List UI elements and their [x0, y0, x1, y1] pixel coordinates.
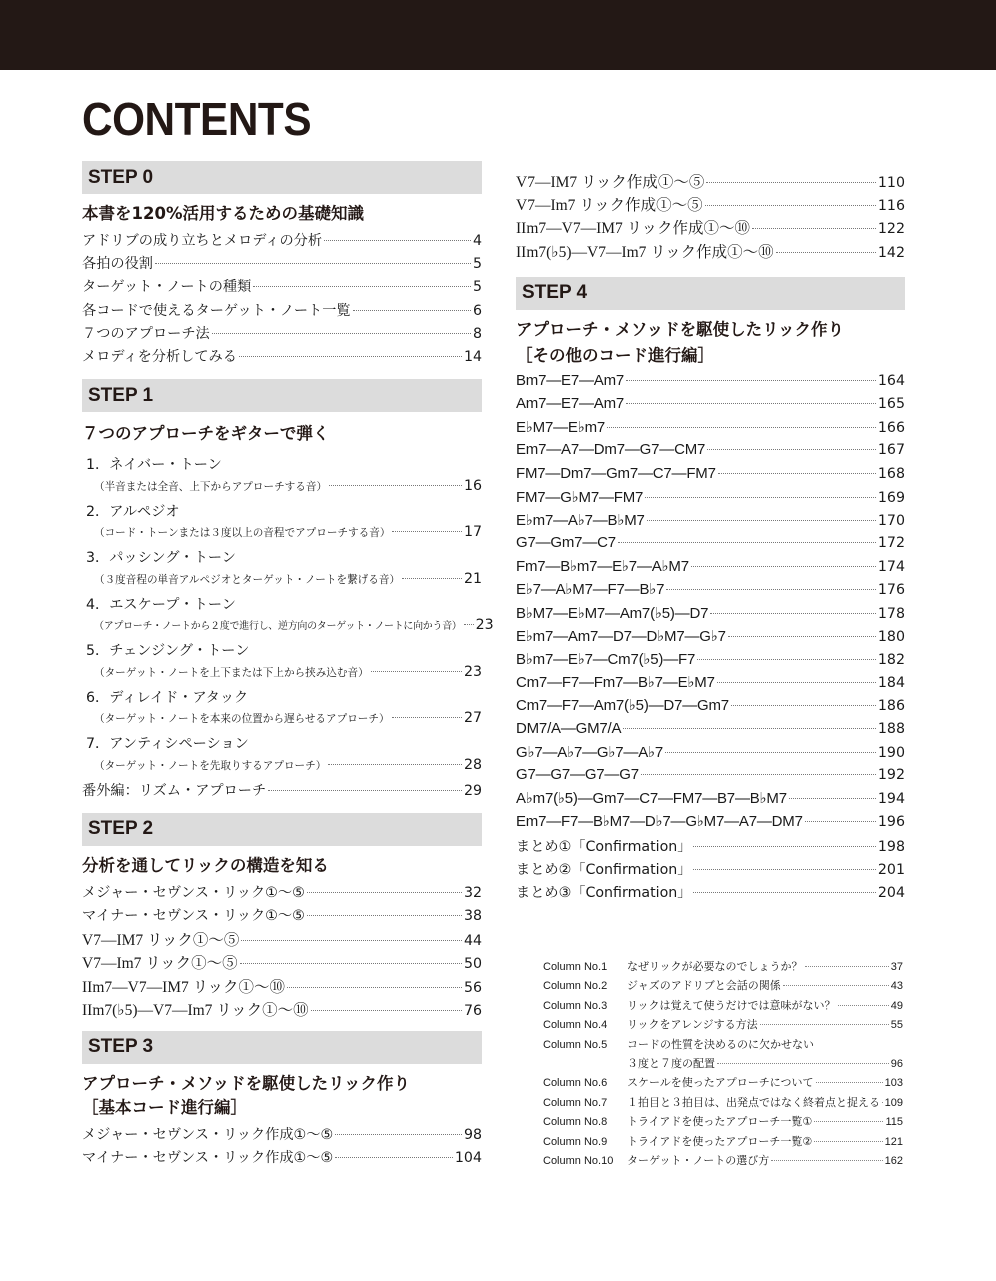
toc-entry-page: 5	[472, 279, 482, 296]
toc-entry-label: 3．パッシング・トーン	[86, 550, 236, 567]
column-entry[interactable]	[543, 977, 903, 996]
leader-dots	[645, 497, 876, 498]
toc-entry-heading[interactable]	[82, 640, 482, 664]
leader-dots	[783, 985, 889, 986]
toc-entry-label: B♭m7—E♭7—Cm7(♭5)—F7	[516, 651, 696, 668]
column-number: Column No.2	[543, 980, 608, 993]
step3-section-subtitle: ［基本コード進行編］	[82, 1097, 247, 1117]
toc-entry-label: V7—Im7 リック①〜⑤	[82, 955, 238, 973]
toc-entry[interactable]	[82, 905, 482, 928]
toc-entry-page: 167	[877, 442, 905, 459]
toc-entry[interactable]	[82, 928, 482, 951]
toc-entry-page: 184	[877, 675, 905, 692]
toc-entry-page: 14	[463, 348, 482, 365]
toc-entry-page: 110	[877, 175, 905, 191]
toc-entry-label: （アプローチ・ノートから２度で進行し、逆方向のターゲット・ノートに向かう音）	[94, 621, 462, 633]
toc-entry-label: G♭7—A♭7—G♭7—A♭7	[516, 743, 664, 761]
toc-entry[interactable]	[82, 617, 494, 640]
toc-entry-label: IIm7—V7—IM7 リック作成①〜⑩	[516, 220, 751, 238]
leader-dots	[814, 1141, 882, 1142]
column-number: Column No.8	[543, 1116, 608, 1129]
toc-entry-page: 6	[472, 302, 482, 319]
leader-dots	[307, 915, 462, 916]
toc-entry-label: 6．ディレイド・アタック	[86, 689, 249, 706]
toc-entry[interactable]	[82, 1147, 482, 1170]
leader-dots	[392, 531, 462, 532]
toc-entry[interactable]	[82, 882, 482, 905]
left-column	[82, 161, 494, 1170]
leader-dots	[402, 578, 462, 579]
column-entry[interactable]	[543, 997, 903, 1016]
toc-entry[interactable]	[516, 372, 905, 395]
toc-entry-heading[interactable]	[82, 733, 482, 757]
toc-entry-page: 166	[877, 420, 905, 437]
step4-section-title: アプローチ・メソッドを駆使したリック作り	[516, 319, 845, 339]
column-title: スケールを使ったアプローチについて	[627, 1076, 814, 1090]
toc-entry-label: （ターゲット・ノートを上下または下上から挟み込む音）	[94, 666, 369, 679]
step0-header: STEP 0	[82, 161, 482, 194]
column-page: 49	[890, 999, 903, 1012]
toc-entry-label: メジャー・セヴンス・リック①〜⑤	[82, 884, 305, 901]
leader-dots	[710, 613, 876, 614]
toc-entry-page: 38	[463, 908, 482, 924]
leader-dots	[212, 333, 471, 334]
toc-entry-page: 21	[463, 570, 482, 587]
toc-entry[interactable]	[516, 882, 905, 905]
step0-list	[82, 230, 482, 369]
toc-entry-page: 23	[475, 617, 494, 634]
toc-entry-page: 50	[463, 956, 482, 973]
toc-entry[interactable]	[516, 580, 905, 603]
toc-entry[interactable]	[516, 627, 905, 650]
leader-dots	[353, 310, 471, 311]
leader-dots	[771, 1160, 882, 1161]
column-title: リックをアレンジする方法	[627, 1018, 758, 1032]
toc-entry-page: 186	[877, 698, 905, 715]
column-number: Column No.7	[543, 1096, 608, 1109]
toc-entry-page: 28	[463, 756, 482, 773]
leader-dots	[805, 966, 889, 967]
toc-entry[interactable]	[82, 757, 482, 780]
toc-entry-label: 1．ネイバー・トーン	[86, 457, 222, 474]
toc-entry-label: G7—Gm7—C7	[516, 534, 616, 552]
toc-entry-page: 201	[877, 861, 905, 878]
toc-entry-label: E♭m7—A♭7—B♭M7	[516, 511, 645, 529]
toc-entry-label: ターゲット・ノートの種類	[82, 279, 252, 296]
toc-entry-page: 29	[463, 782, 482, 799]
step3-header: STEP 3	[82, 1031, 482, 1064]
toc-entry-page: 190	[877, 744, 905, 761]
leader-dots	[693, 846, 875, 847]
toc-entry[interactable]	[516, 395, 905, 418]
column-entry[interactable]	[543, 1016, 903, 1035]
toc-entry[interactable]	[516, 720, 905, 743]
toc-entry[interactable]	[516, 696, 905, 719]
toc-entry-label: Cm7—F7—Am7(♭5)—D7—Gm7	[516, 697, 729, 715]
toc-entry[interactable]	[516, 441, 905, 464]
step4-list	[516, 372, 905, 905]
toc-entry-label: 番外編：リズム・アプローチ	[82, 782, 267, 799]
toc-entry-label: V7—IM7 リック①〜⑤	[82, 932, 240, 950]
step4-section-subtitle: ［その他のコード進行編］	[516, 345, 714, 365]
step4-header: STEP 4	[516, 277, 905, 310]
leader-dots	[239, 356, 462, 357]
toc-entry-label: （半音または全音、上下からアプローチする音）	[94, 480, 328, 493]
column-page: 109	[884, 1096, 903, 1109]
toc-entry[interactable]	[82, 524, 482, 547]
toc-entry-page: 178	[877, 605, 905, 622]
leader-dots	[328, 764, 462, 765]
leader-dots	[641, 774, 876, 775]
toc-entry[interactable]	[516, 604, 905, 627]
column-list	[543, 958, 903, 1171]
toc-entry-heading[interactable]	[82, 454, 482, 478]
column-entry[interactable]	[543, 1133, 903, 1152]
column-title: なぜリックが必要なのでしょうか？	[627, 960, 803, 973]
leader-dots	[335, 1134, 462, 1135]
column-page: 162	[884, 1154, 903, 1167]
leader-dots	[776, 252, 876, 253]
toc-entry-label: B♭M7—E♭M7—Am7(♭5)—D7	[516, 604, 709, 622]
leader-dots	[707, 449, 876, 450]
toc-entry-label: Em7—A7—Dm7—G7—CM7	[516, 441, 706, 459]
leader-dots	[882, 1102, 883, 1103]
column-title: １拍目と３拍目は、出発点ではなく終着点と捉える	[627, 1095, 880, 1109]
leader-dots	[816, 1082, 883, 1083]
toc-entry-page: 164	[877, 372, 905, 389]
toc-entry-page: 44	[463, 933, 482, 950]
leader-dots	[814, 1121, 883, 1122]
toc-entry-page: 16	[463, 477, 482, 494]
column-number: Column No.1	[543, 961, 608, 973]
column-page: 96	[890, 1057, 903, 1070]
toc-entry-page: 182	[877, 652, 905, 668]
toc-entry[interactable]	[82, 1124, 482, 1147]
column-title: リックは覚えて使うだけでは意味がない？	[627, 998, 836, 1012]
column-entry[interactable]	[543, 1113, 903, 1132]
right-column	[516, 170, 905, 905]
column-page: 43	[890, 980, 903, 993]
toc-entry-label: まとめ③「Confirmation」	[516, 884, 692, 901]
toc-entry-label: FM7—G♭M7—FM7	[516, 488, 644, 506]
step3-list	[82, 1124, 482, 1170]
leader-dots	[253, 286, 471, 287]
toc-entry[interactable]	[516, 812, 905, 835]
column-page: 37	[890, 961, 903, 973]
toc-entry[interactable]	[516, 557, 905, 580]
leader-dots	[618, 542, 876, 543]
toc-entry[interactable]	[82, 478, 482, 501]
leader-dots	[838, 1005, 889, 1006]
toc-entry-label: V7—Im7 リック作成①〜⑤	[516, 197, 703, 215]
step1-header: STEP 1	[82, 379, 482, 412]
column-title: ターゲット・ノートの選び方	[627, 1153, 770, 1167]
toc-entry[interactable]	[516, 673, 905, 696]
step3-continued-list	[516, 170, 905, 263]
toc-entry-page: 204	[877, 884, 905, 901]
toc-entry-label: 7．アンティシペーション	[86, 736, 249, 753]
toc-entry-label: （ターゲット・ノートを本来の位置から遅らせるアプローチ）	[94, 713, 390, 726]
toc-entry-label: A♭m7(♭5)—Gm7—C7—FM7—B7—B♭M7	[516, 790, 787, 808]
step0-section-title: 本書を120%活用するための基礎知識	[82, 204, 364, 223]
leader-dots	[155, 263, 471, 264]
toc-entry-label: Cm7—F7—Fm7—B♭7—E♭M7	[516, 674, 715, 692]
step1-list	[82, 454, 494, 803]
toc-entry-label: 4．エスケープ・トーン	[86, 596, 236, 613]
leader-dots	[623, 728, 876, 729]
toc-entry-label: E♭M7—E♭m7	[516, 419, 606, 437]
toc-entry-page: 172	[877, 535, 905, 552]
toc-entry-label: G7—G7—G7—G7	[516, 765, 639, 783]
leader-dots	[647, 520, 876, 521]
toc-entry[interactable]	[82, 276, 482, 299]
column-number: Column No.3	[543, 999, 608, 1012]
column-number: Column No.5	[543, 1038, 608, 1051]
column-page: 103	[884, 1077, 903, 1090]
toc-entry-page: 192	[877, 766, 905, 783]
column-title: トライアドを使ったアプローチ一覧①	[627, 1115, 813, 1129]
toc-entry-label: （コード・トーンまたは３度以上の音程でアプローチする音）	[94, 527, 391, 540]
leader-dots	[335, 1157, 453, 1158]
column-title: ３度と７度の配置	[627, 1056, 715, 1070]
toc-entry-label: E♭m7—Am7—D7—D♭M7—G♭7	[516, 627, 726, 645]
toc-entry-label: IIm7—V7—IM7 リック①〜⑩	[82, 978, 286, 996]
toc-entry-page: 116	[877, 198, 905, 215]
column-entry[interactable]	[543, 1152, 903, 1171]
step3-section-title: アプローチ・メソッドを駆使したリック作り	[82, 1073, 411, 1093]
toc-entry-heading[interactable]	[82, 501, 482, 525]
column-entry-continued[interactable]	[543, 1055, 903, 1074]
leader-dots	[626, 380, 876, 381]
toc-entry-page: 5	[472, 256, 482, 273]
toc-entry-label: 各拍の役割	[82, 256, 153, 273]
toc-entry-page: 176	[877, 582, 905, 599]
leader-dots	[311, 1010, 462, 1011]
toc-entry-page: 76	[463, 1002, 482, 1019]
toc-entry-label: DM7/A—GM7/A	[516, 719, 622, 737]
leader-dots	[324, 240, 471, 241]
toc-entry-heading[interactable]	[82, 594, 482, 618]
leader-dots	[240, 963, 462, 964]
column-number: Column No.6	[543, 1077, 608, 1090]
page-title: CONTENTS	[82, 93, 312, 145]
toc-entry-label: E♭7—A♭M7—F7—B♭7	[516, 581, 665, 599]
toc-entry[interactable]	[82, 710, 482, 733]
step1-section-title: ７つのアプローチをギターで弾く	[82, 424, 330, 444]
toc-entry-page: 198	[877, 838, 905, 855]
toc-entry-page: 188	[877, 720, 905, 737]
toc-entry-label: IIm7(♭5)—V7—Im7 リック①〜⑩	[82, 1001, 309, 1019]
toc-entry-page: 174	[877, 559, 905, 576]
toc-entry-label: アドリブの成り立ちとメロディの分析	[82, 233, 323, 249]
toc-entry-heading[interactable]	[82, 547, 482, 571]
toc-entry[interactable]	[516, 511, 905, 534]
toc-entry[interactable]	[516, 836, 905, 859]
leader-dots	[717, 1063, 889, 1064]
toc-entry[interactable]	[516, 766, 905, 789]
toc-entry-page: 142	[877, 244, 905, 261]
toc-entry-label: ７つのアプローチ法	[82, 325, 210, 342]
toc-entry[interactable]	[516, 170, 905, 193]
leader-dots	[805, 821, 876, 822]
leader-dots	[717, 682, 876, 683]
toc-entry-page: 27	[463, 710, 482, 727]
toc-entry-page: 23	[463, 663, 482, 680]
column-entry[interactable]	[543, 1036, 903, 1055]
leader-dots	[268, 790, 462, 791]
leader-dots	[693, 892, 875, 893]
toc-entry-label: Fm7—B♭m7—E♭7—A♭M7	[516, 558, 689, 576]
toc-entry-label: FM7—Dm7—Gm7—C7—FM7	[516, 464, 716, 482]
column-page: 121	[884, 1135, 903, 1148]
toc-entry-page: 17	[463, 524, 482, 541]
leader-dots	[691, 566, 876, 567]
column-entry[interactable]	[543, 958, 903, 977]
toc-entry-label: Bm7—E7—Am7	[516, 371, 625, 389]
column-entry[interactable]	[543, 1074, 903, 1093]
toc-entry-page: 180	[877, 628, 905, 645]
step2-section-title: 分析を通してリックの構造を知る	[82, 855, 329, 875]
toc-entry[interactable]	[516, 650, 905, 673]
toc-entry[interactable]	[516, 789, 905, 812]
leader-dots	[728, 636, 876, 637]
toc-entry-label: 5．チェンジング・トーン	[86, 643, 250, 660]
leader-dots	[789, 798, 876, 799]
toc-entry-page: 8	[472, 325, 482, 342]
toc-entry-page: 56	[463, 979, 482, 996]
top-bar	[0, 0, 996, 70]
toc-entry-page: 122	[877, 221, 905, 238]
leader-dots	[607, 427, 876, 428]
toc-entry[interactable]	[516, 240, 905, 263]
column-page: 55	[890, 1019, 903, 1032]
column-page: 115	[885, 1116, 903, 1129]
leader-dots	[241, 940, 462, 941]
toc-entry-label: （ターゲット・ノートを先取りするアプローチ）	[94, 759, 327, 772]
toc-entry-label: Am7—E7—Am7	[516, 394, 625, 412]
toc-entry-page: 104	[454, 1150, 482, 1167]
toc-entry-label: V7—IM7 リック作成①〜⑤	[516, 174, 705, 191]
leader-dots	[464, 624, 474, 625]
step2-list	[82, 882, 482, 1021]
toc-entry[interactable]	[82, 975, 482, 998]
leader-dots	[705, 205, 876, 206]
leader-dots	[697, 659, 876, 660]
toc-entry[interactable]	[82, 230, 482, 253]
toc-entry[interactable]	[82, 346, 482, 369]
toc-entry-label: まとめ②「Confirmation」	[516, 861, 692, 878]
toc-entry-page: 169	[877, 489, 905, 506]
toc-entry-page: 32	[463, 884, 482, 901]
toc-entry[interactable]	[82, 253, 482, 276]
column-title: ジャズのアドリブと会話の関係	[627, 979, 781, 993]
toc-entry-page: 196	[877, 814, 905, 831]
leader-dots	[329, 485, 462, 486]
toc-entry[interactable]	[82, 951, 482, 974]
toc-entry-label: まとめ①「Confirmation」	[516, 838, 692, 855]
toc-entry-label: （３度音程の単音アルペジオとターゲット・ノートを繋げる音）	[94, 573, 401, 586]
toc-entry-page: 165	[877, 395, 905, 412]
leader-dots	[760, 1024, 889, 1025]
column-entry[interactable]	[543, 1094, 903, 1113]
toc-entry[interactable]	[82, 780, 482, 803]
toc-entry[interactable]	[516, 418, 905, 441]
toc-entry[interactable]	[82, 664, 482, 687]
toc-entry[interactable]	[516, 488, 905, 511]
leader-dots	[731, 705, 876, 706]
toc-entry[interactable]	[516, 465, 905, 488]
leader-dots	[626, 403, 876, 404]
toc-entry[interactable]	[516, 193, 905, 216]
step2-header: STEP 2	[82, 813, 482, 846]
toc-entry[interactable]	[82, 300, 482, 323]
column-number: Column No.10	[543, 1154, 614, 1167]
leader-dots	[706, 182, 876, 183]
leader-dots	[307, 892, 462, 893]
toc-entry[interactable]	[516, 859, 905, 882]
toc-entry-page: 168	[877, 465, 905, 482]
leader-dots	[392, 717, 462, 718]
leader-dots	[718, 473, 876, 474]
toc-entry-label: IIm7(♭5)—V7—Im7 リック作成①〜⑩	[516, 243, 774, 261]
leader-dots	[665, 752, 876, 753]
toc-entry[interactable]	[516, 743, 905, 766]
toc-entry[interactable]	[516, 534, 905, 557]
column-title: コードの性質を決めるのに欠かせない	[627, 1037, 814, 1051]
leader-dots	[371, 671, 462, 672]
column-number: Column No.9	[543, 1135, 608, 1148]
toc-entry-label: マイナー・セヴンス・リック作成①〜⑤	[82, 1150, 334, 1167]
leader-dots	[287, 987, 462, 988]
leader-dots	[752, 228, 876, 229]
toc-entry-page: 98	[463, 1126, 482, 1143]
toc-entry-label: Em7—F7—B♭M7—D♭7—G♭M7—A7—DM7	[516, 813, 803, 831]
toc-entry[interactable]	[82, 323, 482, 346]
toc-entry-label: 各コードで使えるターゲット・ノート一覧	[82, 302, 351, 319]
toc-entry[interactable]	[516, 216, 905, 239]
toc-entry-heading[interactable]	[82, 687, 482, 711]
toc-entry[interactable]	[82, 571, 482, 594]
toc-entry-label: 2．アルペジオ	[86, 503, 180, 520]
toc-entry-page: 170	[877, 512, 905, 529]
column-number: Column No.4	[543, 1019, 608, 1032]
leader-dots	[666, 589, 876, 590]
toc-entry-page: 194	[877, 791, 905, 808]
toc-entry-page: 4	[472, 233, 482, 249]
leader-dots	[693, 869, 875, 870]
column-title: トライアドを使ったアプローチ一覧②	[627, 1134, 813, 1148]
toc-entry-label: メジャー・セヴンス・リック作成①〜⑤	[82, 1126, 334, 1143]
toc-entry[interactable]	[82, 998, 482, 1021]
toc-entry-label: マイナー・セヴンス・リック①〜⑤	[82, 908, 305, 924]
toc-entry-label: メロディを分析してみる	[82, 348, 237, 365]
